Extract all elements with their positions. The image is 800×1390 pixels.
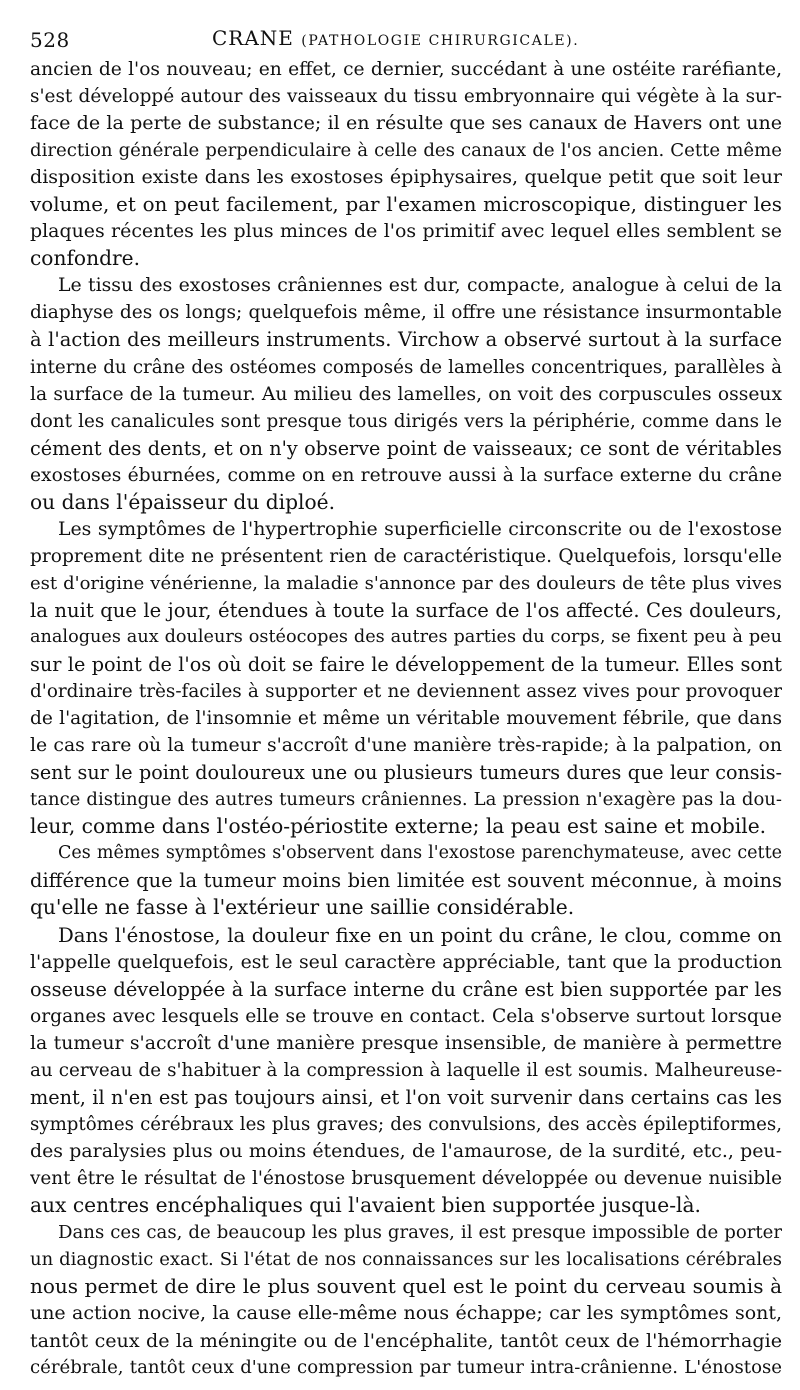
text-line: proprement dite ne présentent rien de caractéristique. Quelquefois, lorsqu'elle: [30, 545, 782, 567]
text-line: vent être le résultat de l'énostose brusquement développée ou devenue nuisible: [30, 1167, 782, 1189]
text-line: cérébrale, tantôt ceux d'une compression par tumeur intra-crânienne. L'énostose: [30, 1357, 782, 1379]
book-page: [30, 22, 782, 1381]
running-head-subtitle: (PATHOLOGIE CHIRURGICALE).: [301, 33, 580, 49]
text-line: sent sur le point douloureux une ou plusieurs tumeurs dures que leur consis-: [30, 761, 782, 785]
text-line: Dans ces cas, de beaucoup les plus graves, il est presque impossible de porter: [58, 1222, 782, 1244]
text-line: tance distingue des autres tumeurs crâniennes. La pression n'exagère pas la dou-: [30, 789, 782, 811]
text-line: plaques récentes les plus minces de l'os primitif avec lequel elles semblent se: [30, 220, 782, 243]
text-line: confondre.: [30, 246, 141, 271]
text-line: diaphyse des os longs; quelquefois même, il offre une résistance insurmontable: [30, 302, 782, 324]
text-line: Les symptômes de l'hypertrophie superficielle circonscrite ou de l'exostose: [58, 517, 782, 540]
text-line: aux centres encéphaliques qui l'avaient bien supportée jusque-là.: [30, 1192, 701, 1217]
text-line: qu'elle ne fasse à l'extérieur une saillie considérable.: [30, 895, 575, 920]
text-line: Ces mêmes symptômes s'observent dans l'exostose parenchymateuse, avec cette: [58, 843, 782, 864]
text-line: une action nocive, la cause elle-même nous échappe; car les symptômes sont,: [30, 1302, 782, 1325]
text-line: Dans l'énostose, la douleur fixe en un point du crâne, le clou, comme on: [58, 923, 782, 947]
running-head: [212, 26, 579, 50]
body-text: [30, 56, 782, 1381]
text-line: un diagnostic exact. Si l'état de nos connaissances sur les localisations cérébrales: [30, 1249, 782, 1271]
text-line: analogues aux douleurs ostéocopes des autres parties du corps, se fixent peu à peu: [30, 626, 782, 647]
text-line: d'ordinaire très-faciles à supporter et ne deviennent assez vives pour provoquer: [30, 681, 782, 703]
text-line: leur, comme dans l'ostéo-périostite externe; la peau est saine et mobile.: [30, 814, 767, 839]
text-line: volume, et on peut facilement, par l'examen microscopique, distinguer les: [30, 193, 782, 217]
text-line: des paralysies plus ou moins étendues, de l'amaurose, de la surdité, etc., peu-: [30, 1139, 782, 1162]
text-line: face de la perte de substance; il en résulte que ses canaux de Havers ont une: [30, 112, 782, 135]
text-line: au cerveau de s'habituer à la compression à laquelle il est soumis. Malheureuse-: [30, 1059, 782, 1081]
text-line: symptômes cérébraux les plus graves; des convulsions, des accès épileptiformes,: [30, 1113, 782, 1135]
text-line: le cas rare où la tumeur s'accroît d'une manière très-rapide; à la palpation, on: [30, 735, 782, 757]
text-line: sur le point de l'os où doit se faire le développement de la tumeur. Elles sont: [30, 653, 782, 677]
text-line: tantôt ceux de la méningite ou de l'encéphalite, tantôt ceux de l'hémorrhagie: [30, 1329, 782, 1353]
text-line: l'appelle quelquefois, est le seul caractère appréciable, tant que la production: [30, 950, 782, 973]
text-line: interne du crâne des ostéomes composés de lamelles concentriques, parallèles à: [30, 356, 782, 378]
page-number: 528: [30, 28, 70, 52]
text-line: de l'agitation, de l'insomnie et même un véritable mouvement fébrile, que dans: [30, 708, 782, 730]
text-line: organes avec lesquels elle se trouve en contact. Cela s'observe surtout lorsque: [30, 1005, 782, 1027]
text-line: ou dans l'épaisseur du diploé.: [30, 489, 336, 514]
text-line: s'est développé autour des vaisseaux du tissu embryonnaire qui végète à la sur-: [30, 86, 782, 108]
text-line: direction générale perpendiculaire à celle des canaux de l'os ancien. Cette même: [30, 140, 782, 162]
text-line: la nuit que le jour, étendues à toute la surface de l'os affecté. Ces douleurs,: [30, 598, 782, 622]
text-line: dont les canalicules sont presque tous dirigés vers la périphérie, comme dans le: [30, 410, 782, 432]
running-head-title: CRANE: [212, 26, 294, 50]
text-line: la tumeur s'accroît d'une manière presque insensible, de manière à permettre: [30, 1032, 782, 1054]
text-line: Le tissu des exostoses crâniennes est dur, compacte, analogue à celui de la: [58, 274, 782, 297]
text-line: disposition existe dans les exostoses épiphysaires, quelque petit que soit leur: [30, 166, 782, 189]
text-line: ment, il n'en est pas toujours ainsi, et l'on voit survenir dans certains cas les: [30, 1085, 782, 1109]
text-line: cément des dents, et on n'y observe point de vaisseaux; ce sont de véritables: [30, 436, 782, 460]
text-line: exostoses éburnées, comme on en retrouve aussi à la surface externe du crâne: [30, 464, 782, 486]
text-line: est d'origine vénérienne, la maladie s'annonce par des douleurs de tête plus vives: [30, 572, 782, 594]
text-line: différence que la tumeur moins bien limitée est souvent méconnue, à moins: [30, 869, 782, 893]
page-header: [30, 22, 782, 56]
text-line: ancien de l'os nouveau; en effet, ce dernier, succédant à une ostéite raréfiante,: [30, 59, 782, 80]
text-line: osseuse développée à la surface interne du crâne est bien supportée par les: [30, 977, 782, 1001]
text-line: à l'action des meilleurs instruments. Virchow a observé surtout à la surface: [30, 328, 782, 352]
text-line: la surface de la tumeur. Au milieu des lamelles, on voit des corpuscules osseux: [30, 383, 782, 405]
text-line: nous permet de dire le plus souvent quel est le point du cerveau soumis à: [30, 1274, 782, 1299]
